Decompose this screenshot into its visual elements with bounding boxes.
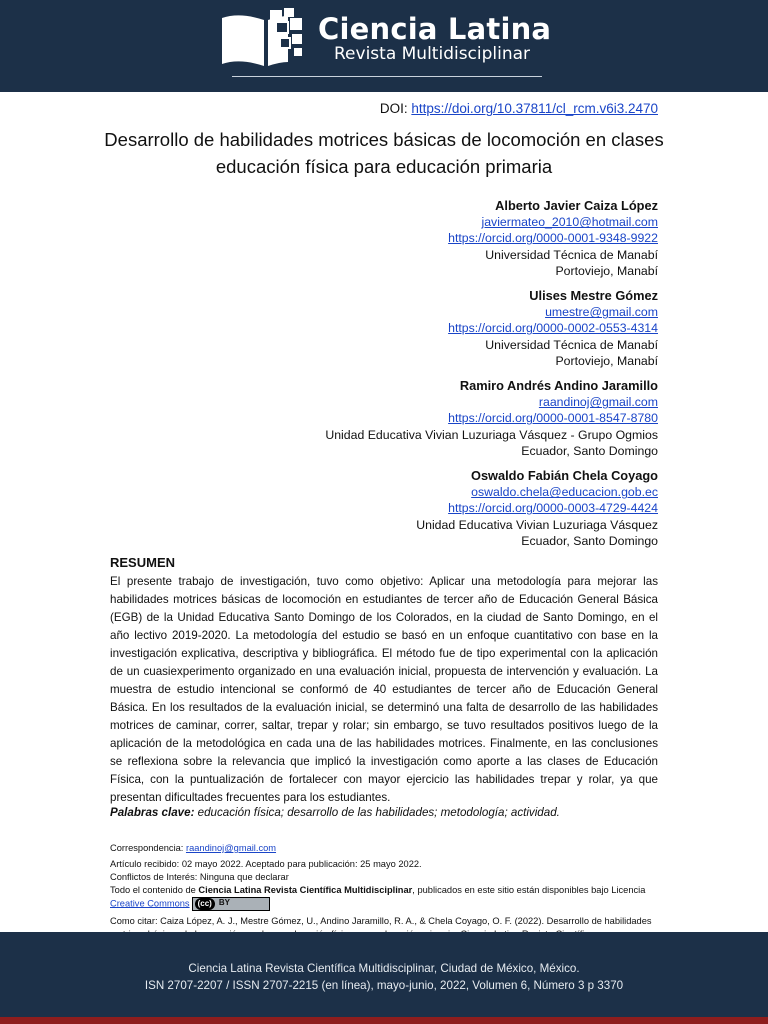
author-email-link[interactable]: raandinoj@gmail.com	[538, 395, 658, 410]
author-name: Ramiro Andrés Andino Jaramillo	[459, 378, 658, 394]
keywords-line	[110, 806, 658, 819]
journal-header	[0, 0, 768, 92]
brand-divider	[232, 76, 542, 77]
doi-label: DOI:	[379, 101, 412, 116]
license-pre: Todo el contenido de	[110, 885, 199, 895]
footer-line-1: Ciencia Latina Revista Científica Multidisciplinar, Ciudad de México, México.	[188, 962, 580, 975]
author-location: Portoviejo, Manabí	[555, 263, 658, 278]
author-location: Ecuador, Santo Domingo	[521, 443, 658, 458]
author-email-link[interactable]: oswaldo.chela@educacion.gob.ec	[471, 485, 658, 500]
citation-text: Como citar: Caiza López, A. J., Mestre Gómez, U., Andino Jaramillo, R. A., & Chela Coyago, O. F. (2022). Desarrollo de habilidades	[110, 916, 652, 926]
keywords-label: Palabras clave:	[110, 806, 195, 819]
author-email-link[interactable]: javiermateo_2010@hotmail.com	[481, 215, 658, 230]
author-list	[238, 198, 658, 558]
received-line: Artículo recibido: 02 mayo 2022. Aceptado para publicación: 25 mayo 2022.	[110, 859, 422, 869]
cc-by-badge-icon[interactable]	[192, 897, 270, 911]
correspondence-line	[110, 842, 658, 855]
author-affiliation: Unidad Educativa Vivian Luzuriaga Vásquez	[416, 517, 658, 532]
author-block	[238, 378, 658, 459]
author-block	[238, 288, 658, 369]
brand-subtitle: Revista Multidisciplinar	[334, 44, 531, 64]
cc-badge-by: BY	[218, 898, 230, 908]
author-location: Portoviejo, Manabí	[555, 353, 658, 368]
author-orcid-link[interactable]: https://orcid.org/0000-0003-4729-4424	[448, 501, 658, 516]
author-orcid-link[interactable]: https://orcid.org/0000-0001-9348-9922	[448, 231, 658, 246]
author-name: Ulises Mestre Gómez	[529, 288, 658, 304]
paper-title: Desarrollo de habilidades motrices básicas de locomoción en clases educación física para educación primaria	[104, 129, 664, 177]
license-journal: Ciencia Latina Revista Científica Multidisciplinar	[198, 885, 413, 895]
journal-footer	[0, 932, 768, 1017]
author-email-link[interactable]: umestre@gmail.com	[545, 305, 658, 320]
license-post: , publicados en este sitio están disponibles bajo Licencia	[412, 885, 646, 895]
doi-link[interactable]: https://doi.org/10.37811/cl_rcm.v6i3.2470	[411, 101, 658, 116]
correspondence-label: Correspondencia:	[110, 843, 186, 853]
creative-commons-link[interactable]: Creative Commons	[110, 897, 190, 908]
license-line	[110, 884, 658, 911]
author-orcid-link[interactable]: https://orcid.org/0000-0001-8547-8780	[448, 411, 658, 426]
author-block	[238, 198, 658, 279]
abstract-heading: RESUMEN	[110, 555, 176, 570]
author-orcid-link[interactable]: https://orcid.org/0000-0002-0553-4314	[448, 321, 658, 336]
doi-line	[380, 101, 658, 116]
author-block	[238, 468, 658, 549]
author-name: Oswaldo Fabián Chela Coyago	[470, 468, 658, 484]
open-book-icon	[218, 8, 314, 72]
cc-badge-cc: (cc)	[195, 898, 215, 910]
footer-line-2: ISN 2707-2207 / ISSN 2707-2215 (en línea), mayo-junio, 2022, Volumen 6, Número 3 p 3370	[144, 979, 624, 992]
author-affiliation: Universidad Técnica de Manabí	[485, 337, 658, 352]
author-affiliation: Unidad Educativa Vivian Luzuriaga Vásquez - Grupo Ogmios	[325, 427, 658, 442]
author-location: Ecuador, Santo Domingo	[521, 533, 658, 548]
correspondence-email-link[interactable]: raandinoj@gmail.com	[185, 843, 277, 853]
author-affiliation: Universidad Técnica de Manabí	[485, 247, 658, 262]
abstract-text: El presente trabajo de investigación, tuvo como objetivo: Aplicar una metodología para mejorar las habilidades motrices básicas de locomoción en estudiantes de tercer año de Educación General Básica (EGB) de la Unidad Educativa Santo Domingo de los Colorados, en la ciudad de Santo Domingo, en el año lectivo 2019-2020. La metodología del estudio se basó en un enfoque cuantitativo con base en la investigación explicativa, descriptiva y bibliográfica. El método fue de tipo experimental con la aplicación de un cuasiexperimento organizado en una evaluación inicial, propuesta de intervención y evaluación. La muestra de estudio intencional se conformó de 40 estudiantes de tercer año de Educación General Básica. En los resultados de la evaluación inicial, se determinó una falta de desarrollo de las habilidades motrices de caminar, correr, saltar, trepar y rolar; sin embargo, se tuvo resultados positivos luego de la aplicación de la metodológica en cada una de las habilidades motrices. Finalmente, en las conclusiones se reflexiona sobre la relevancia que implicó la investigación como aporte a las clases de Educación Física, con la puntualización de fortalecer con mayor ejercicio las habilidades trepar y rolar, ya que presentan dificultades frecuentes para los estudiantes.	[110, 575, 658, 804]
conflicts-line: Conflictos de Interés: Ninguna que declarar	[110, 872, 289, 882]
brand-title: Ciencia Latina	[318, 12, 552, 46]
author-name: Alberto Javier Caiza López	[495, 198, 658, 213]
footer-accent-bar	[0, 1017, 768, 1024]
keywords-text: educación física; desarrollo de las habilidades; metodología; actividad.	[194, 806, 560, 819]
